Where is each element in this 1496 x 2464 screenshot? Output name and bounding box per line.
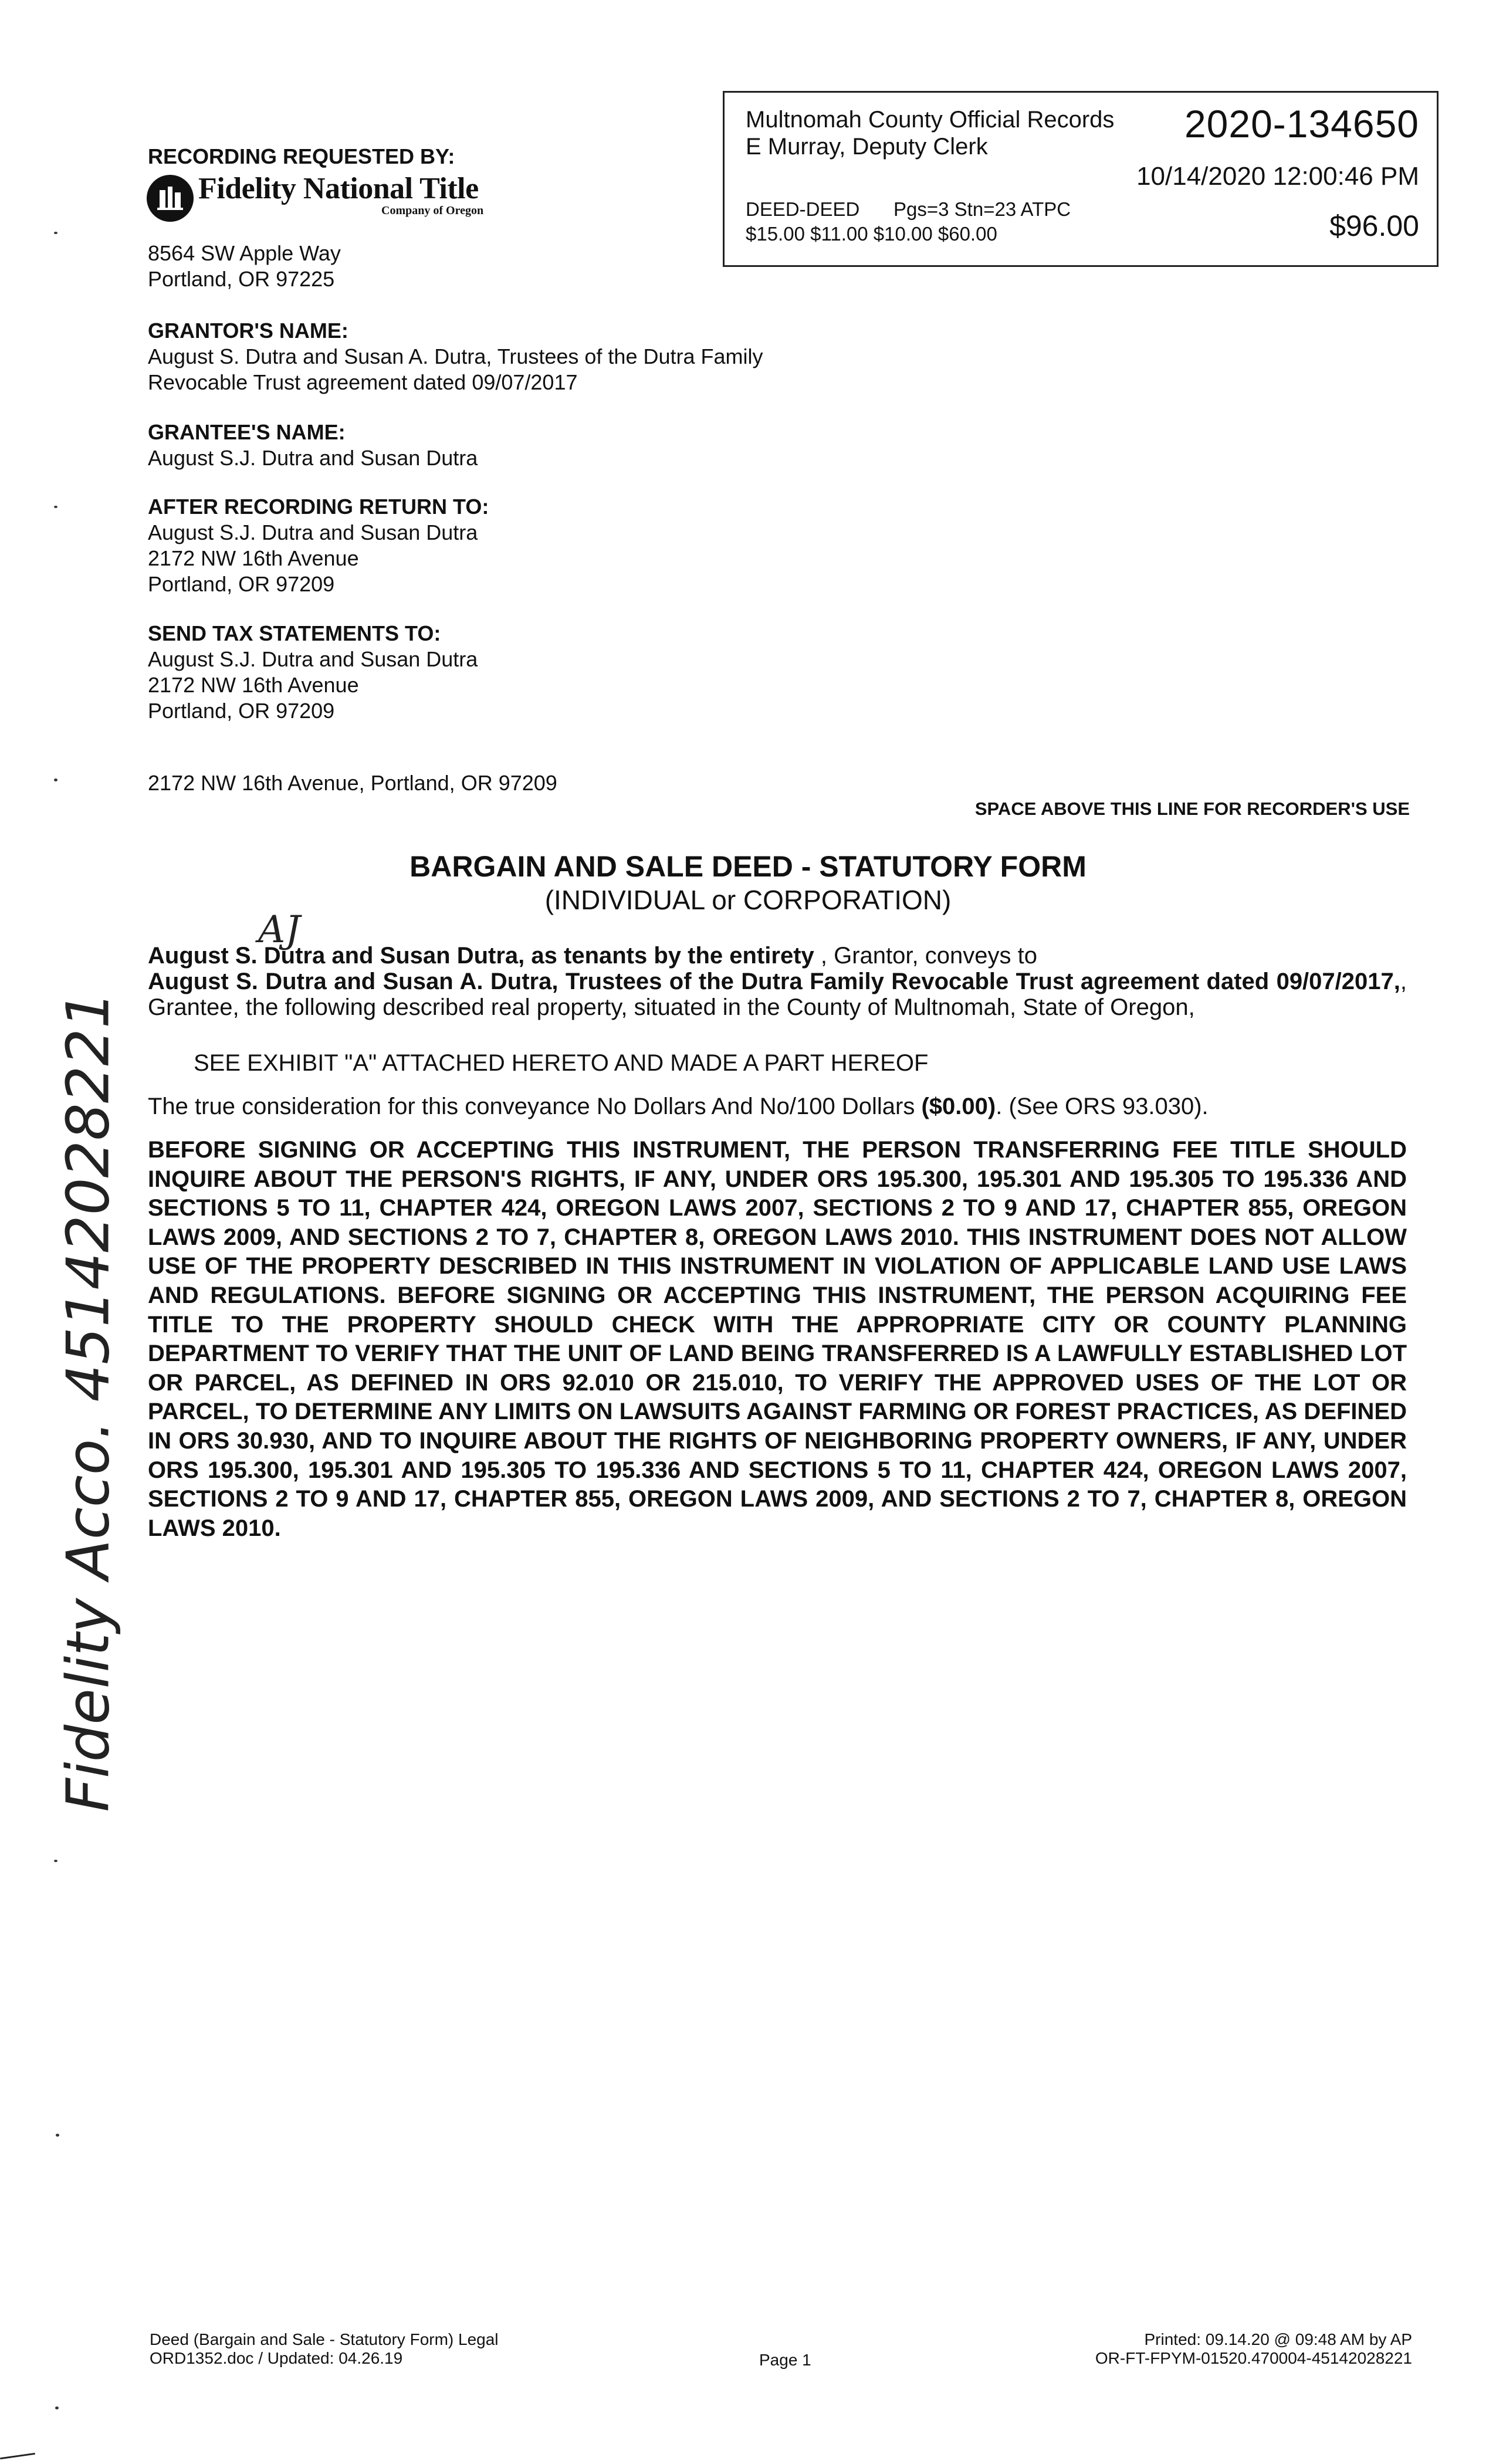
tax-statements-section	[148, 621, 478, 724]
conveyance-paragraph	[148, 943, 1407, 1020]
property-address: 2172 NW 16th Avenue, Portland, OR 97209	[148, 771, 557, 795]
fidelity-emblem-icon	[147, 175, 194, 222]
footer-file-number: OR-FT-FPYM-01520.470004-45142028221	[1095, 2349, 1412, 2367]
fidelity-company-name: Fidelity National Title	[198, 172, 479, 205]
tax-statements-line1: August S.J. Dutra and Susan Dutra	[148, 647, 478, 671]
fidelity-logo	[147, 170, 522, 232]
deed-subtitle: (INDIVIDUAL or CORPORATION)	[544, 885, 952, 915]
consideration-amount: ($0.00)	[921, 1094, 996, 1119]
margin-mark	[55, 2407, 59, 2409]
grantee-line1: August S.J. Dutra and Susan Dutra	[148, 446, 478, 470]
recorder-county: Multnomah County Official Records	[746, 107, 1115, 133]
recorder-use-note: SPACE ABOVE THIS LINE FOR RECORDER'S USE	[974, 798, 1410, 819]
recording-requested-label: RECORDING REQUESTED BY:	[148, 144, 455, 168]
recorder-datetime: 10/14/2020 12:00:46 PM	[1136, 162, 1419, 191]
consideration-text: The true consideration for this conveyance No Dollars And No/100 Dollars	[148, 1094, 922, 1119]
return-to-label: AFTER RECORDING RETURN TO:	[148, 495, 489, 519]
grantor-line2: Revocable Trust agreement dated 09/07/2017	[148, 370, 578, 394]
footer-right	[1018, 2330, 1412, 2368]
tax-statements-line3: Portland, OR 97209	[148, 699, 335, 723]
grantor-section	[148, 318, 763, 395]
requester-address-line1: 8564 SW Apple Way	[148, 241, 341, 265]
margin-mark	[54, 506, 57, 508]
footer-printed: Printed: 09.14.20 @ 09:48 AM by AP	[1144, 2330, 1412, 2348]
grantee-label: GRANTEE'S NAME:	[148, 420, 346, 444]
margin-stroke	[0, 2453, 35, 2459]
margin-mark	[56, 2134, 59, 2137]
recorder-stamp-box	[723, 91, 1439, 267]
footer-form-file: ORD1352.doc / Updated: 04.26.19	[150, 2349, 403, 2367]
tax-statements-label: SEND TAX STATEMENTS TO:	[148, 621, 441, 645]
requester-address-line2: Portland, OR 97225	[148, 267, 335, 291]
footer-form-name: Deed (Bargain and Sale - Statutory Form) Legal	[150, 2330, 499, 2348]
margin-mark	[54, 1860, 57, 1862]
margin-mark	[54, 232, 57, 234]
grantee-section	[148, 419, 478, 471]
grantor-line1: August S. Dutra and Susan A. Dutra, Trustees of the Dutra Family	[148, 344, 763, 368]
recorder-fee-breakdown: $15.00 $11.00 $10.00 $60.00	[746, 223, 997, 245]
footer-page-number: Page 1	[759, 2351, 811, 2369]
recorder-clerk: E Murray, Deputy Clerk	[746, 134, 988, 160]
return-to-section	[148, 494, 489, 597]
footer-left	[150, 2330, 499, 2368]
handwritten-initial: AJ	[258, 908, 300, 952]
handwritten-side-note: Fidelity Acco. 45142028221	[53, 991, 123, 1812]
conveyance-grantee-rest: , Grantee, the following described real property, situated in the County of Multnomah, State of Oregon,	[148, 969, 1407, 1020]
statutory-warning: BEFORE SIGNING OR ACCEPTING THIS INSTRUMENT, THE PERSON TRANSFERRING FEE TITLE SHOULD INQUIRE ABOUT THE PERSON'S RIGHTS, IF ANY, UNDER ORS 195.300, 195.301 AND 195.305 TO 195.336 AND SECTIONS 5 TO 11, CHAPTER 424, OREGON LAWS 2007, SECTIONS 2 TO 9 AND 17, CHAPTER 855, OREGON LAWS 2009, AND SECTIONS 2 TO 7, CHAPTER 8, OREGON LAWS 2010. THIS INSTRUMENT DOES NOT ALLOW USE OF THE PROPERTY DESCRIBED IN THIS INSTRUMENT IN VIOLATION OF APPLICABLE LAND USE LAWS AND REGULATIONS. BEFORE SIGNING OR ACCEPTING THIS INSTRUMENT, THE PERSON ACQUIRING FEE TITLE TO THE PROPERTY SHOULD CHECK WITH THE APPROPRIATE CITY OR COUNTY PLANNING DEPARTMENT TO VERIFY THAT THE UNIT OF LAND BEING TRANSFERRED IS A LAWFULLY ESTABLISHED LOT OR PARCEL, AS DEFINED IN ORS 92.010 OR 215.010, TO VERIFY THE APPROVED USES OF THE LOT OR PARCEL, TO DETERMINE ANY LIMITS ON LAWSUITS AGAINST FARMING OR FOREST PRACTICES, AS DEFINED IN ORS 30.930, AND TO INQUIRE ABOUT THE RIGHTS OF NEIGHBORING PROPERTY OWNERS, IF ANY, UNDER ORS 195.300, 195.301 AND 195.305 TO 195.336 AND SECTIONS 5 TO 11, CHAPTER 424, OREGON LAWS 2007, SECTIONS 2 TO 9 AND 17, CHAPTER 855, OREGON LAWS 2009, AND SECTIONS 2 TO 7, CHAPTER 8, OREGON LAWS 2010.	[148, 1137, 1407, 1541]
consideration-ref: . (See ORS 93.030).	[996, 1094, 1209, 1119]
tax-statements-line2: 2172 NW 16th Avenue	[148, 673, 359, 697]
grantor-label: GRANTOR'S NAME:	[148, 319, 348, 343]
conveyance-grantor-rest: , Grantor, conveys to	[814, 943, 1037, 969]
conveyance-grantor: August S. Dutra and Susan Dutra, as tenants by the entirety	[148, 943, 814, 969]
conveyance-grantee: August S. Dutra and Susan A. Dutra, Trustees of the Dutra Family Revocable Trust agreement dated 09/07/2017,	[148, 969, 1400, 994]
recorder-pages-info: Pgs=3 Stn=23 ATPC	[893, 198, 1071, 220]
recorder-doc-type: DEED-DEED	[746, 198, 860, 220]
margin-mark	[54, 779, 57, 781]
deed-title: BARGAIN AND SALE DEED - STATUTORY FORM	[409, 850, 1087, 883]
return-to-line3: Portland, OR 97209	[148, 572, 335, 596]
return-to-line1: August S.J. Dutra and Susan Dutra	[148, 520, 478, 544]
fidelity-company-sub: Company of Oregon	[381, 204, 484, 217]
return-to-line2: 2172 NW 16th Avenue	[148, 546, 359, 570]
consideration-line	[148, 1094, 1209, 1120]
exhibit-reference: SEE EXHIBIT "A" ATTACHED HERETO AND MADE A PART HEREOF	[194, 1050, 929, 1076]
recorder-doc-number: 2020-134650	[1184, 102, 1419, 145]
recorder-total-fee: $96.00	[1329, 209, 1419, 242]
